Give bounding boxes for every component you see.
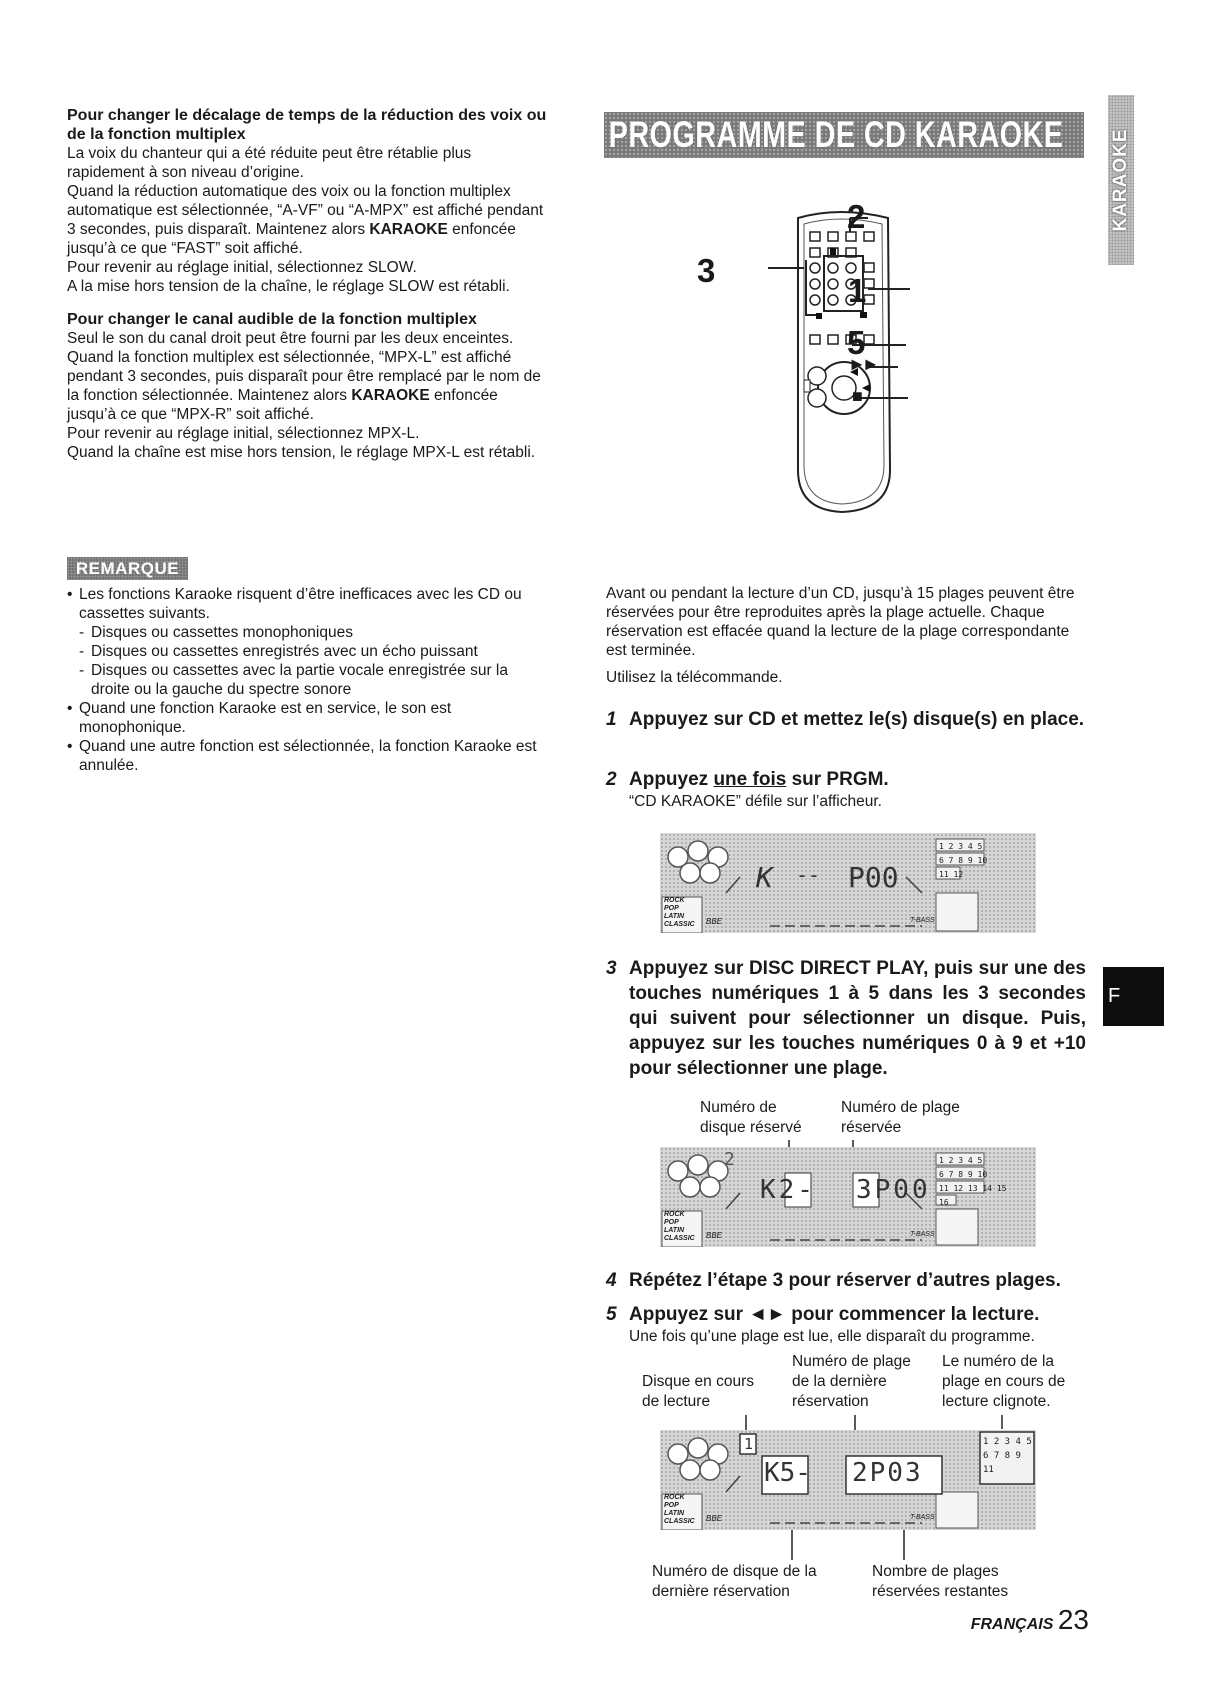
- fast-forward-icon: ►►: [848, 354, 876, 374]
- track-grid: 1 2 3 4 5 6 7 8 9 11: [983, 1437, 1032, 1475]
- step-4: 4 Répétez l’étape 3 pour réserver d’autres plages.: [606, 1270, 1061, 1291]
- remark-label: REMARQUE: [67, 557, 188, 580]
- display-segment: K5-: [764, 1458, 811, 1488]
- language-tab-f: F: [1103, 967, 1164, 1026]
- bbe-label: BBE: [706, 1514, 723, 1523]
- page-number: 23: [1057, 1604, 1089, 1635]
- step-5-note: Une fois qu’une plage est lue, elle disparaît du programme.: [629, 1328, 1035, 1345]
- list-item: • Quand une autre fonction est sélectionnée, la fonction Karaoke est annulée.: [67, 737, 547, 775]
- mode-labels: ROCK POP LATIN CLASSIC: [664, 1494, 695, 1525]
- paragraph: Pour revenir au réglage initial, sélectionnez MPX-L.: [67, 425, 420, 442]
- mode-labels: ROCK POP LATIN CLASSIC: [664, 1211, 695, 1242]
- label-last-disc: Numéro de disque de la dernière réservation: [652, 1563, 817, 1600]
- paragraph: Avant ou pendant la lecture d’un CD, jusqu’à 15 plages peuvent être réservées pour être reproduites après la plage actuelle. Chaque réservation est effacée quand la lecture de la plage correspondante est terminée.: [606, 585, 1075, 659]
- display-segment: 2: [724, 1149, 735, 1170]
- paragraph: La voix du chanteur qui a été réduite peut être rétablie plus rapidement à son niveau d’origine.: [67, 145, 472, 181]
- label-track-reserved: Numéro de plage réservée: [841, 1099, 960, 1136]
- step-5: 5 Appuyez sur ◄► pour commencer la lecture.: [606, 1304, 1040, 1325]
- label-last-track: Numéro de plage de la dernière réservation: [792, 1353, 911, 1410]
- display-2: [660, 1147, 1036, 1247]
- remote-control-illustration: [740, 200, 940, 525]
- karaoke-side-tab: KARAOKE: [1108, 95, 1134, 265]
- callout-3: 3: [697, 252, 716, 289]
- list-item: - Disques ou cassettes monophoniques: [79, 623, 547, 642]
- footer-language: FRANÇAIS: [970, 1616, 1054, 1633]
- page-footer: [971, 1604, 1089, 1636]
- label-remaining: Nombre de plages réservées restantes: [872, 1563, 1009, 1600]
- paragraph: Seul le son du canal droit peut être fourni par les deux enceintes.: [67, 330, 514, 347]
- bbe-label: BBE: [706, 1231, 723, 1240]
- page-title: PROGRAMME DE CD KARAOKE: [604, 112, 1084, 158]
- tbass-label: T-BASS: [910, 1231, 935, 1238]
- left-column: [67, 106, 547, 462]
- intro: [606, 584, 1092, 687]
- stop-icon: ■: [852, 386, 863, 406]
- list-item: • Quand une fonction Karaoke est en service, le son est monophonique.: [67, 699, 547, 737]
- display-segment: K: [756, 861, 773, 894]
- paragraph: Pour revenir au réglage initial, sélectionnez SLOW.: [67, 259, 417, 276]
- display-segment: 2P03: [852, 1458, 923, 1488]
- remark-list: [67, 585, 547, 775]
- mode-labels: ROCK POP LATIN CLASSIC: [664, 897, 695, 928]
- step-2-note: “CD KARAOKE” défile sur l’afficheur.: [629, 793, 882, 810]
- label-disc-playing: Disque en cours de lecture: [642, 1373, 755, 1410]
- callout-5: 5: [847, 324, 866, 361]
- paragraph: Quand la chaîne est mise hors tension, le réglage MPX-L est rétabli.: [67, 444, 536, 461]
- step-3: 3 Appuyez sur DISC DIRECT PLAY, puis sur une des touches numériques 1 à 5 dans les 3 secondes qui suivent pour sélectionner un disque. Puis, appuyez sur les touches numériques 0 à 9 et +10 pour sélectionner une plage.: [606, 958, 1086, 1079]
- display-segment: --: [796, 863, 821, 887]
- track-grid: 1 2 3 4 5 6 7 8 9 10 11 12: [939, 842, 988, 879]
- label-disc-reserved: Numéro de disque réservé: [700, 1099, 802, 1136]
- paragraph: Utilisez la télécommande.: [606, 669, 783, 686]
- section-heading-channel: Pour changer le canal audible de la fonction multiplex: [67, 311, 477, 328]
- step-2: 2 Appuyez une fois sur PRGM.: [606, 769, 889, 790]
- display-3: [660, 1430, 1036, 1530]
- track-grid: 1 2 3 4 5 6 7 8 9 10 11 12 13 14 15 16: [939, 1156, 1007, 1207]
- step-1: 1 Appuyez sur CD et mettez le(s) disque(s) en place.: [606, 709, 1085, 730]
- left-right-arrows-icon: ◄►: [748, 1304, 786, 1325]
- tbass-label: T-BASS: [910, 917, 935, 924]
- tbass-label: T-BASS: [910, 1514, 935, 1521]
- display-segment: P00: [848, 861, 899, 894]
- paragraph: Quand la fonction multiplex est sélectionnée, “MPX-L” est affiché pendant 3 secondes, puis disparaît pour être remplacé par le nom de la fonction sélectionnée. Maintenez alors KARAOKE enfoncée jusqu’à ce que “MPX-R” soit affiché.: [67, 349, 541, 423]
- section-heading-delay: Pour changer le décalage de temps de la réduction des voix ou de la fonction multiplex: [67, 107, 547, 143]
- paragraph: A la mise hors tension de la chaîne, le réglage SLOW est rétabli.: [67, 278, 510, 295]
- display-segment: K2-: [760, 1175, 816, 1205]
- list-item: - Disques ou cassettes enregistrés avec un écho puissant: [79, 642, 547, 661]
- bbe-label: BBE: [706, 917, 723, 926]
- callout-2: 2: [847, 198, 866, 235]
- paragraph: Quand la réduction automatique des voix ou la fonction multiplex automatique est sélectionnée, “A-VF” ou “A-MPX” est affiché pendant 3 secondes, puis disparaît. Maintenez alors KARAOKE enfoncée jusqu’à ce que “FAST” soit affiché.: [67, 183, 544, 257]
- list-item: - Disques ou cassettes avec la partie vocale enregistrée sur la droite ou la gauche du spectre sonore: [79, 661, 547, 699]
- display-segment: 1: [744, 1435, 754, 1453]
- label-blinking: Le numéro de la plage en cours de lecture clignote.: [942, 1353, 1066, 1410]
- display-segment: 3P00: [856, 1175, 931, 1205]
- callout-1: 1: [848, 272, 867, 309]
- list-item: • Les fonctions Karaoke risquent d’être inefficaces avec les CD ou cassettes suivants. - Disques ou cassettes monophoniques - Disques ou cassettes enregistrés avec un écho puissant - Disques ou cassettes avec la partie vocale enregistrée sur la droite ou la gauche du spectre sonore: [67, 585, 547, 699]
- display-1: [660, 833, 1036, 933]
